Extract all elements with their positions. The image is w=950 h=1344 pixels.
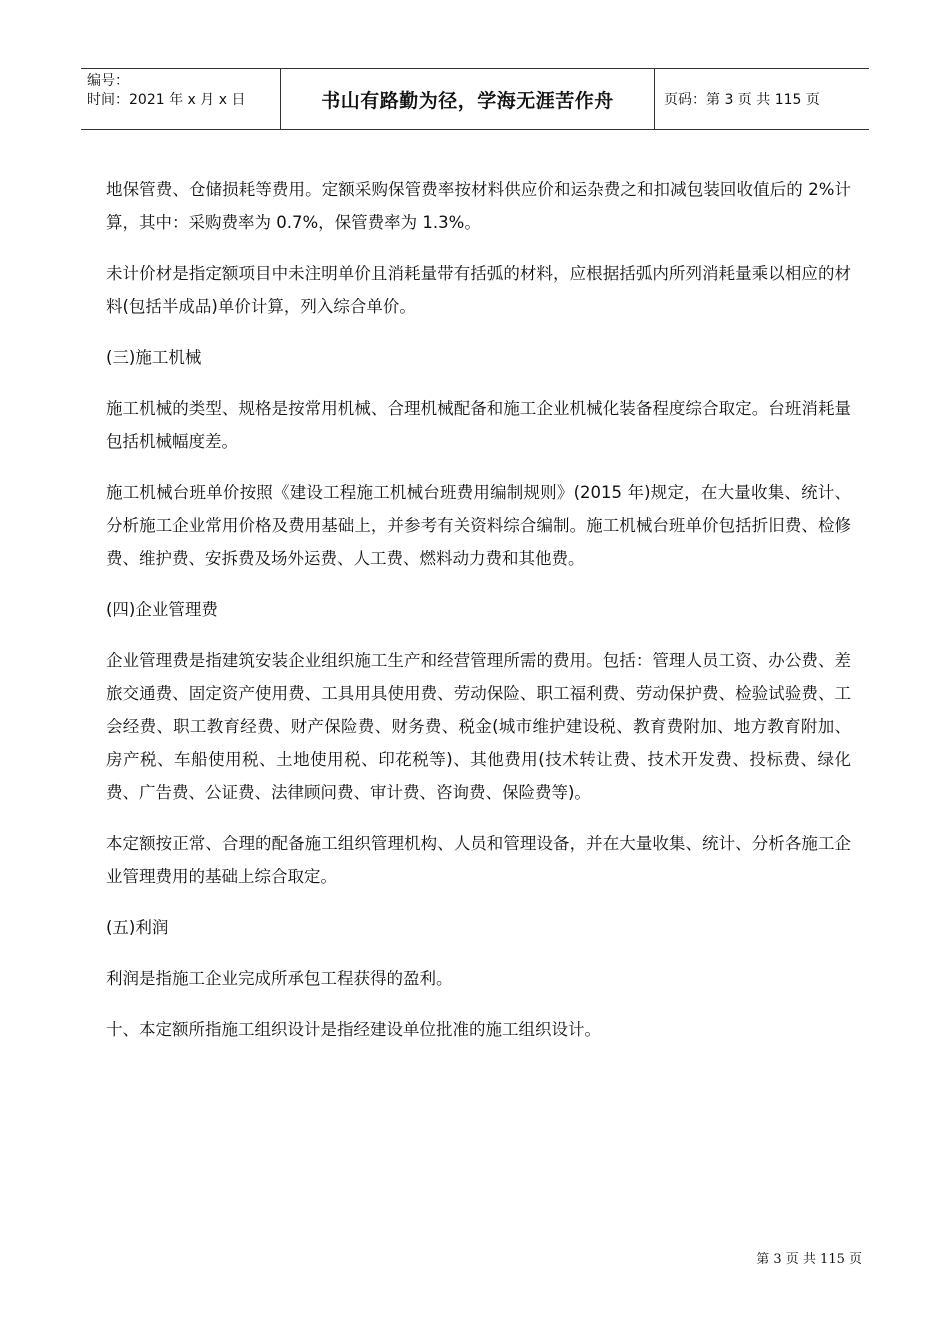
footer-page-number: 第 3 页 共 115 页 <box>756 1252 862 1267</box>
page-footer <box>756 1248 862 1267</box>
paragraph-construction-design: 十、本定额所指施工组织设计是指经建设单位批准的施工组织设计。 <box>106 1020 601 1039</box>
paragraph-management-fees: 企业管理费是指建筑安装企业组织施工生产和经营管理所需的费用。包括：管理人员工资、办公费、差旅交通费、固定资产使用费、工具用具使用费、劳动保险、职工福利费、劳动保护费、检验试验费、工会经费、职工教育经费、财产保险费、财务费、税金(城市维护建设税、教育费附加、地方教育附加、房产税、车船使用税、土地使用税、印花税等)、其他费用(技术转让费、技术开发费、投标费、绿化费、广告费、公证费、法律顾问费、审计费、咨询费、保险费等)。 <box>106 651 851 802</box>
header-motto: 书山有路勤为径，学海无涯苦作舟 <box>321 89 614 112</box>
paragraph-machinery-rates: 施工机械台班单价按照《建设工程施工机械台班费用编制规则》(2015 年)规定，在大量收集、统计、分析施工企业常用价格及费用基础上，并参考有关资料综合编制。施工机械台班单价包括折旧费、检修费、维护费、安拆费及场外运费、人工费、燃料动力费和其他费。 <box>106 483 851 568</box>
section-heading-machinery: (三)施工机械 <box>106 348 202 367</box>
paragraph-management-basis: 本定额按正常、合理的配备施工组织管理机构、人员和管理设备，并在大量收集、统计、分析各施工企业管理费用的基础上综合取定。 <box>106 834 851 886</box>
header-page-cell <box>655 69 869 129</box>
paragraph-machinery-types: 施工机械的类型、规格是按常用机械、合理机械配备和施工企业机械化装备程度综合取定。台班消耗量包括机械幅度差。 <box>106 399 851 451</box>
section-heading-profit: (五)利润 <box>106 918 169 937</box>
document-body <box>106 173 851 1064</box>
paragraph-unpriced-materials: 未计价材是指定额项目中未注明单价且消耗量带有括弧的材料，应根据括弧内所列消耗量乘以相应的材料(包括半成品)单价计算，列入综合单价。 <box>106 264 851 316</box>
document-number-label: 编号： <box>87 73 129 89</box>
header-info-cell <box>81 69 281 129</box>
paragraph-material-fees: 地保管费、仓储损耗等费用。定额采购保管费率按材料供应价和运杂费之和扣减包装回收值后的 2%计算，其中：采购费率为 0.7%，保管费率为 1.3%。 <box>106 180 851 232</box>
section-heading-management-fees: (四)企业管理费 <box>106 600 218 619</box>
header-motto-cell <box>281 69 655 129</box>
header-page-number: 页码：第 3 页 共 115 页 <box>664 92 820 108</box>
paragraph-profit: 利润是指施工企业完成所承包工程获得的盈利。 <box>106 969 453 988</box>
page-header <box>81 68 869 130</box>
document-date-label: 时间：2021 年 x 月 x 日 <box>87 92 246 108</box>
